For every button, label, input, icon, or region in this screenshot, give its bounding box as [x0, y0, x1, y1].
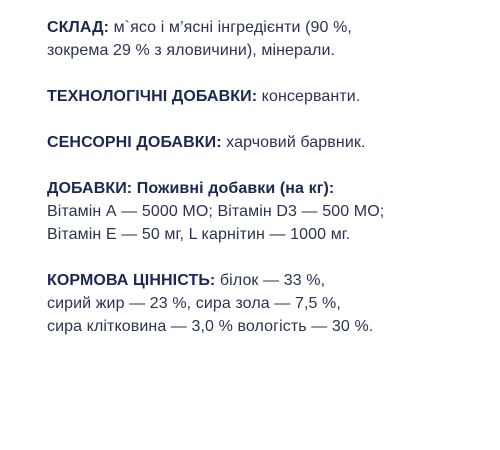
- nutritional-value-section: [47, 269, 487, 338]
- nutritional-value-label: КОРМОВА ЦІННІСТЬ:: [47, 272, 216, 289]
- product-composition-text: [47, 16, 487, 338]
- sensory-additives-line: [47, 131, 487, 154]
- composition-line-1: [47, 16, 487, 39]
- sensory-additives-section: [47, 131, 487, 154]
- composition-label: СКЛАД:: [47, 19, 110, 36]
- nutritional-value-text-1: білок — 33 %,: [215, 272, 326, 289]
- additives-sublabel: Поживні добавки (на кг):: [132, 180, 335, 197]
- composition-text-1: м`ясо і м’ясні інгредієнти (90 %,: [109, 19, 352, 36]
- additives-section: [47, 177, 487, 246]
- additives-vitamins-line-2: Вітамін Е — 50 мг, L карнітин — 1000 мг.: [47, 226, 351, 243]
- technological-additives-section: [47, 85, 487, 108]
- nutritional-value-text-3: сира клітковина — 3,0 % вологість — 30 %.: [47, 318, 374, 335]
- additives-label: ДОБАВКИ:: [47, 180, 133, 197]
- sensory-additives-value: харчовий барвник.: [221, 134, 366, 151]
- technological-additives-value: консерванти.: [257, 88, 361, 105]
- sensory-additives-label: СЕНСОРНІ ДОБАВКИ:: [47, 134, 222, 151]
- nutritional-value-text-2: сирий жир — 23 %, сира зола — 7,5 %,: [47, 295, 341, 312]
- composition-section: [47, 16, 487, 62]
- additives-vitamins-line-1: Вітамін А — 5000 МО; Вітамін D3 — 500 МО;: [47, 203, 385, 220]
- technological-additives-line: [47, 85, 487, 108]
- nutritional-value-line-1: [47, 269, 487, 292]
- technological-additives-label: ТЕХНОЛОГІЧНІ ДОБАВКИ:: [47, 88, 258, 105]
- additives-heading-line: [47, 177, 487, 200]
- composition-text-2: зокрема 29 % з яловичини), мінерали.: [47, 42, 336, 59]
